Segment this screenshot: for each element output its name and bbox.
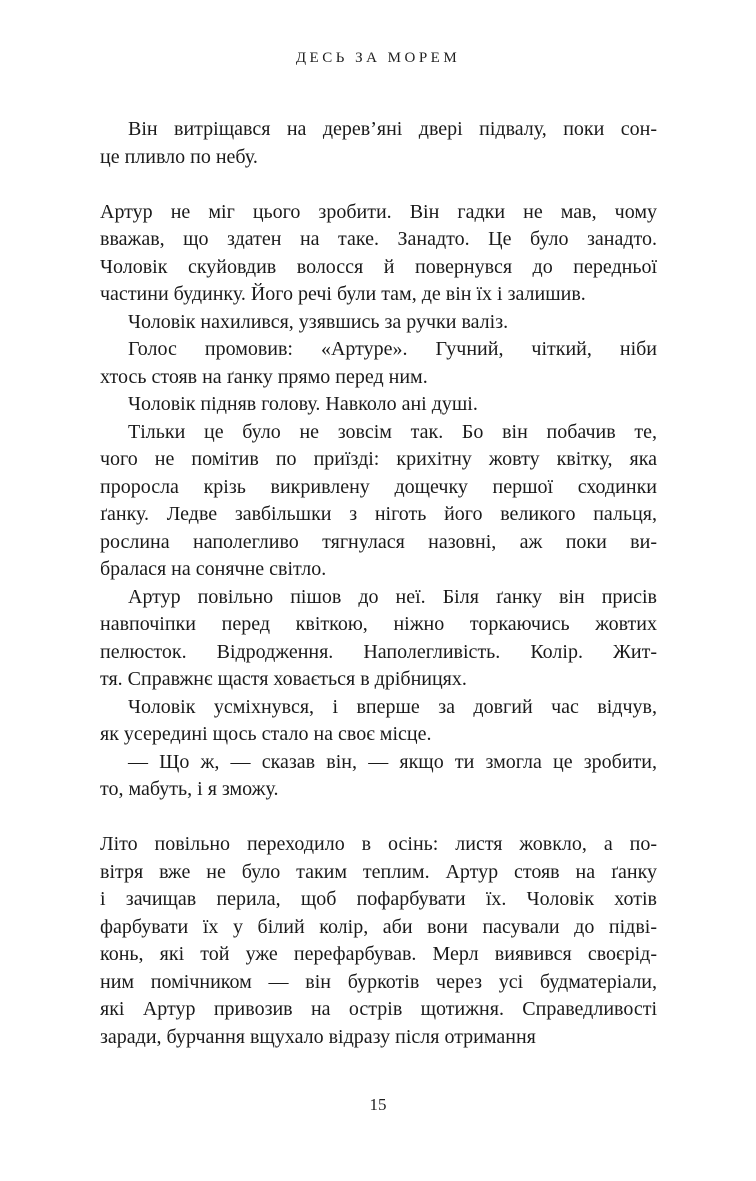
text-line: чого не помітив по приїзді: крихітну жовту квітку, яка [100, 448, 657, 470]
paragraph [100, 116, 657, 171]
paragraph [100, 199, 657, 309]
text-line: Голос промовив: «Артуре». Гучний, чіткий, ніби [128, 338, 657, 360]
text-line: то, мабуть, і я зможу. [100, 778, 279, 800]
text-line: це пливло по небу. [100, 145, 258, 168]
paragraph [100, 831, 657, 1051]
paragraph [100, 391, 657, 419]
text-line: Чоловік скуйовдив волосся й повернувся до передньої [100, 255, 657, 278]
text-line: пелюсток. Відродження. Наполегливість. Колір. Жит- [100, 640, 657, 663]
paragraph [100, 694, 657, 749]
text-line: Артур не міг цього зробити. Він гадки не мав, чому [100, 200, 657, 223]
text-line: Літо повільно переходило в осінь: листя жовкло, а по- [100, 833, 657, 855]
text-line: ним помічником — він буркотів через усі будматеріали, [100, 970, 657, 993]
text-line: хтось стояв на ґанку прямо перед ним. [100, 365, 428, 388]
text-line: які Артур привозив на острів щотижня. Справедливості [100, 998, 657, 1020]
text-line: — Що ж, — сказав він, — якщо ти змогла це зробити, [128, 750, 657, 773]
text-line: вважав, що здатен на таке. Занадто. Це було занадто. [100, 228, 657, 250]
text-line: конь, які той уже перефарбував. Мерл виявився своєрід- [100, 943, 657, 965]
text-line: як усередині щось стало на своє місце. [100, 723, 432, 745]
paragraph [100, 584, 657, 694]
text-line: Чоловік підняв голову. Навколо ані душі. [128, 393, 478, 415]
text-line: вітря вже не було таким теплим. Артур стояв на ґанку [100, 860, 657, 883]
text-line: фарбувати їх у білий колір, аби вони пасували до підві- [100, 915, 657, 938]
text-line: і зачищав перила, щоб пофарбувати їх. Чоловік хотів [100, 888, 657, 910]
text-line: проросла крізь викривлену дощечку першої сходинки [100, 475, 657, 498]
paragraph [100, 336, 657, 391]
page-number: 15 [369, 1095, 387, 1114]
text-line: заради, бурчання вщухало відразу після отримання [100, 1025, 536, 1048]
paragraph [100, 419, 657, 584]
text-line: Чоловік нахилився, узявшись за ручки валіз. [128, 310, 509, 333]
text-line: рослина наполегливо тягнулася назовні, аж поки ви- [100, 530, 657, 553]
text-line: Тільки це було не зовсім так. Бо він побачив те, [128, 420, 657, 443]
text-line: навпочіпки перед квіткою, ніжно торкаючись жовтих [100, 613, 657, 635]
text-line: Артур повільно пішов до неї. Біля ґанку він присів [128, 585, 657, 608]
running-header: ДЕСЬ ЗА МОРЕМ [295, 50, 461, 66]
text-line: Чоловік усміхнувся, і вперше за довгий час відчув, [128, 695, 657, 718]
text-line: частини будинку. Його речі були там, де він їх і залишив. [100, 283, 586, 305]
paragraph [100, 749, 657, 804]
text-line: тя. Справжнє щастя ховається в дрібницях. [100, 668, 467, 690]
page-body [100, 116, 657, 1051]
text-line: бралася на сонячне світло. [100, 558, 327, 580]
paragraph [100, 309, 657, 337]
text-line: ґанку. Ледве завбільшки з ніготь його великого пальця, [100, 503, 657, 525]
text-line: Він витріщався на дерев’яні двері підвалу, поки сон- [128, 118, 657, 140]
